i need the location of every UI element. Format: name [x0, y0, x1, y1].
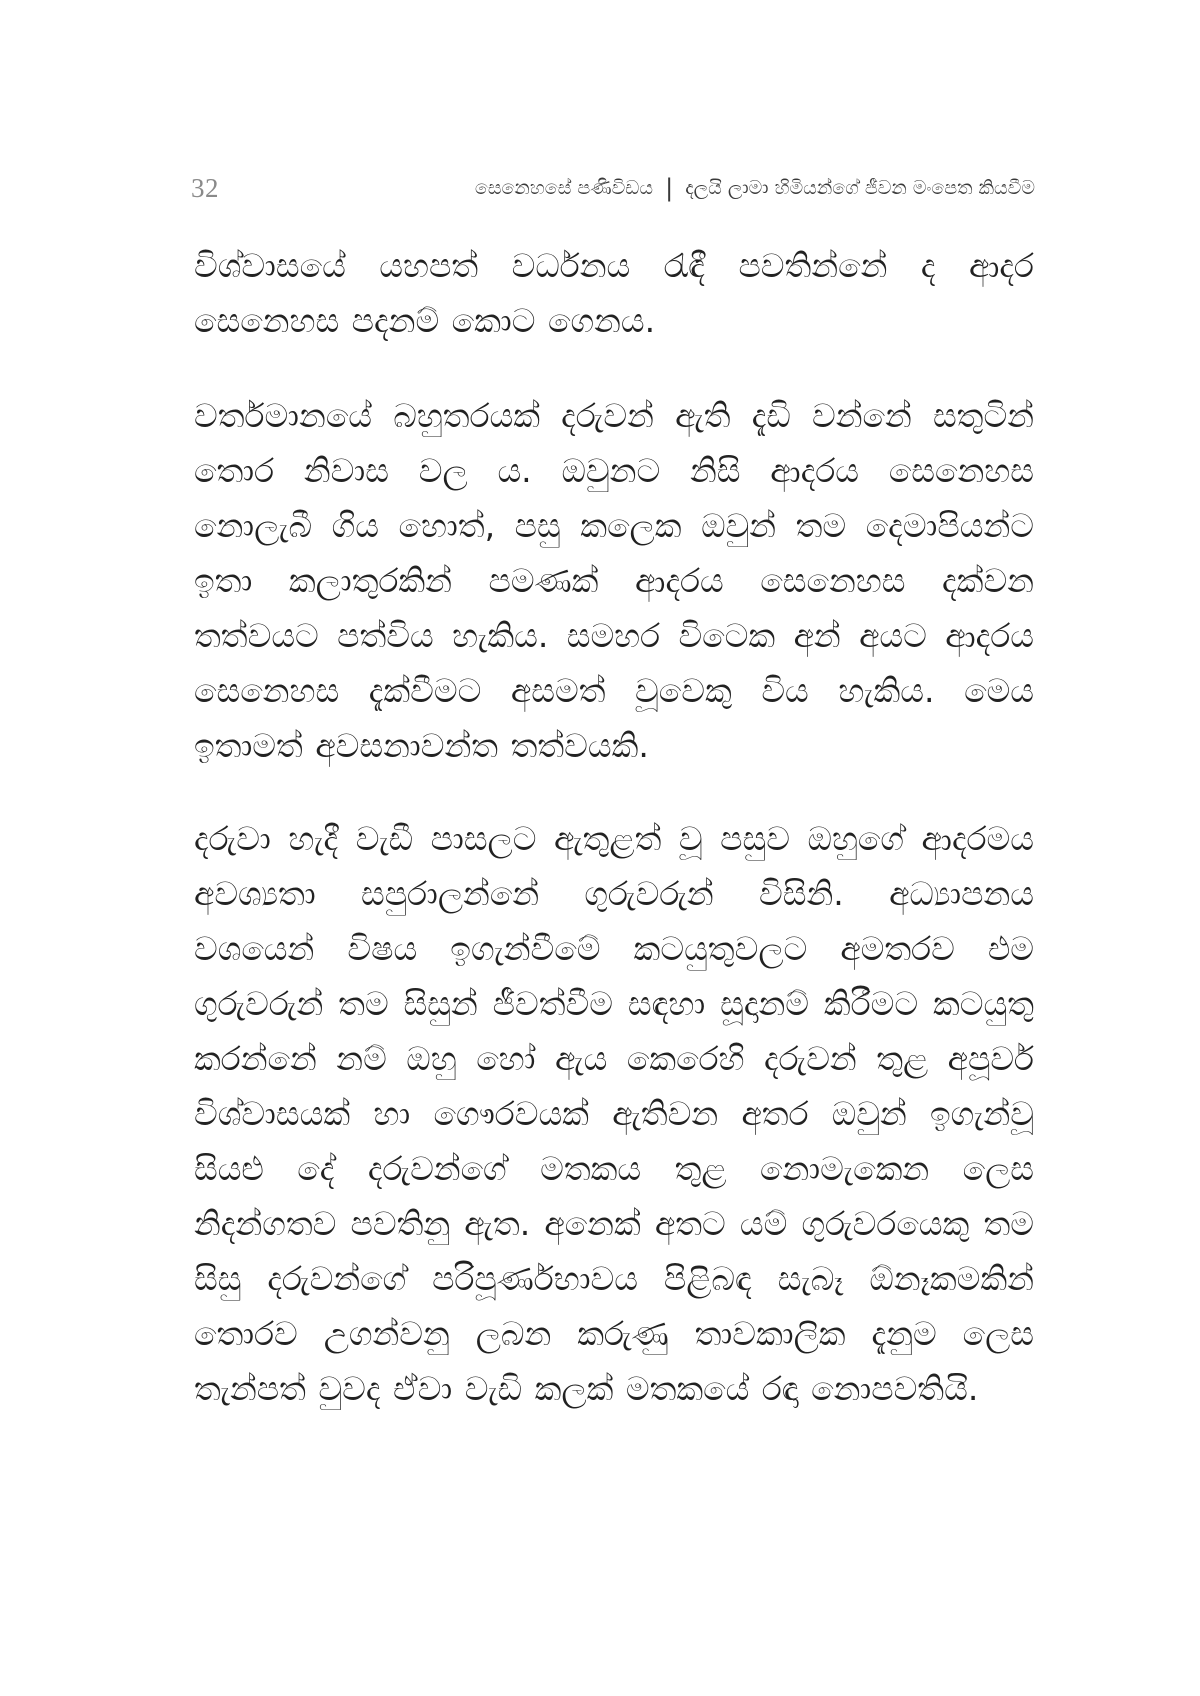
- paragraph-1: විශ්වාසයේ යහපත් වර්ධනය රැඳී පවතින්නේ ද ආදර සෙනෙහස පදනම් කොට ගෙනය.: [194, 246, 1034, 340]
- body-text: [194, 238, 1034, 1458]
- header-title: [475, 174, 1035, 202]
- header-separator: |: [665, 174, 674, 202]
- book-subtitle: දලයි ලාමා හිමියන්ගේ ජීවන මංපෙත කියවීම: [685, 177, 1035, 199]
- book-title: සෙනෙහසේ පණිවිඩය: [474, 177, 654, 199]
- page-number: 32: [191, 172, 219, 203]
- paragraph-3: දරුවා හැදී වැඩී පාසලට ඇතුළත් වූ පසුව ඔහුගේ ආදරමය අවශ්‍යතා සපුරාලන්නේ ගුරුවරුන් විසිනි. අධ්‍යාපනය වශයෙන් විෂය ඉගැන්වීමේ කටයුතුවලට අමතරව එම ගුරුවරුන් තම සිසුන් ජීවත්වීම සඳහා සූදානම් කිරීමට කටයුතු කරන්නේ නම් ඔහු හෝ ඇය කෙරෙහි දරුවන් තුළ අපූර්ව විශ්වාසයක් හා ගෞරවයක් ඇතිවන අතර ඔවුන් ඉගැන්වූ සියළු දේ දරුවන්ගේ මතකය තුළ නොමැකෙන ලෙස නිදන්ගතව පවතිනු ඇත. අනෙක් අතට යම් ගුරුවරයෙකු තම සිසු දරුවන්ගේ පරිපූර්ණභාවය පිළිබඳ සැබෑ ඕනෑකමකින් තොරව උගන්වනු ලබන කරුණු තාවකාලික දැනුම ලෙස තැන්පත් වුවද ඒවා වැඩි කලක් මතකයේ රඳා නොපවතියි.: [194, 819, 1034, 1408]
- paragraph-2: වර්තමානයේ බහුතරයක් දරුවන් ඇති දැඩි වන්නේ සතුටින් තොර නිවාස වල ය. ඔවුනට නිසි ආදරය සෙනෙහස නොලැබී ගිය හොත්, පසු කලෙක ඔවුන් තම දෙමාපියන්ට ඉතා කලාතුරකින් පමණක් ආදරය සෙනෙහස දක්වන තත්වයට පත්විය හැකිය. සමහර විටෙක අන් අයට ආදරය සෙනෙහස දැක්වීමට අසමත් වූවෙකු විය හැකිය. මෙය ඉතාමත් අවසනාවන්ත තත්වයකි.: [194, 396, 1034, 765]
- running-header: [191, 168, 1035, 208]
